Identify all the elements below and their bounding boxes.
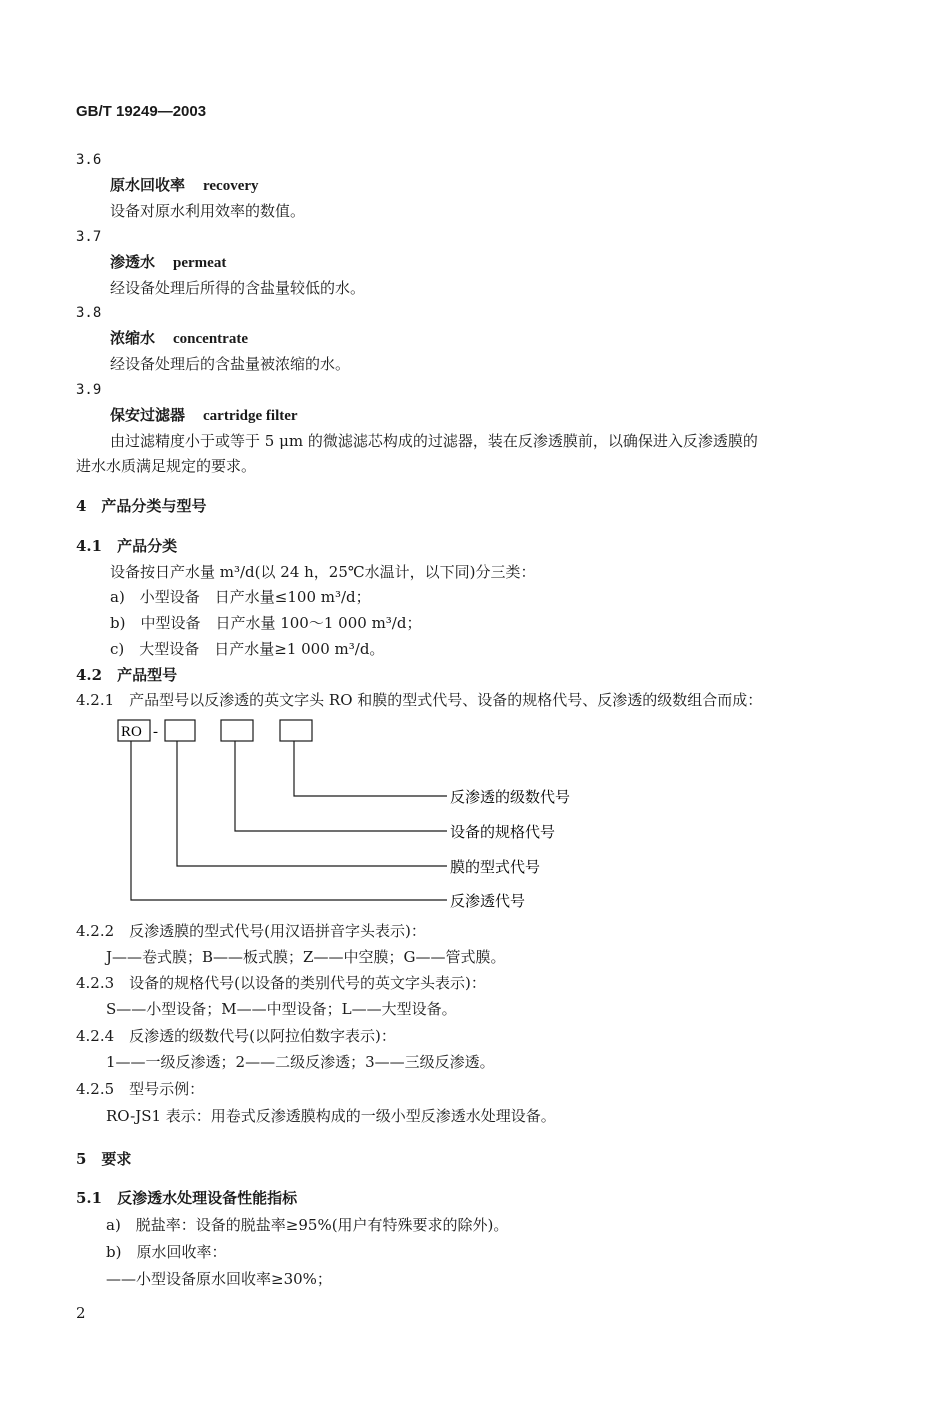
clause-body: J——卷式膜；B——板式膜；Z——中空膜；G——管式膜。: [106, 948, 506, 966]
term-cn: 浓缩水: [110, 329, 156, 347]
label-ro-code: 反渗透代号: [450, 892, 526, 910]
list-item: a) 脱盐率：设备的脱盐率≥95%(用户有特殊要求的除外)。: [106, 1216, 509, 1234]
label-spec-code: 设备的规格代号: [450, 823, 556, 841]
term-en: recovery: [203, 178, 259, 194]
subsection-heading: 5.1 反渗透水处理设备性能指标: [76, 1189, 298, 1207]
label-stage-code: 反渗透的级数代号: [450, 788, 571, 806]
term-definition-cont: 进水水质满足规定的要求。: [76, 457, 257, 475]
dash: -: [153, 724, 158, 740]
term-definition: 经设备处理后所得的含盐量较低的水。: [110, 279, 366, 297]
leader-line-3: [177, 741, 447, 866]
code-box-2: [221, 720, 253, 741]
leader-line-4: [131, 741, 447, 900]
paragraph: 设备按日产水量 m³/d(以 24 h，25℃水温计，以下同)分三类：: [110, 563, 536, 581]
clause-body: S——小型设备；M——中型设备；L——大型设备。: [106, 1000, 457, 1018]
term-cn: 渗透水: [110, 253, 156, 271]
clause-body: 1——一级反渗透；2——二级反渗透；3——三级反渗透。: [106, 1053, 495, 1071]
leader-line-1: [294, 741, 447, 796]
code-box-1: [165, 720, 195, 741]
list-item: c) 大型设备 日产水量≥1 000 m³/d。: [110, 640, 385, 658]
clause-number: 3.6: [76, 152, 102, 168]
clause-heading: 4.2.5 型号示例：: [76, 1080, 205, 1098]
term-en: permeat: [173, 255, 227, 271]
paragraph: 4.2.1 产品型号以反渗透的英文字头 RO 和膜的型式代号、设备的规格代号、反渗透的级数组合而成：: [76, 691, 763, 709]
label-membrane-code: 膜的型式代号: [450, 858, 541, 876]
subsection-heading: 4.2 产品型号: [76, 666, 178, 684]
clause-body: RO-JS1 表示：用卷式反渗透膜构成的一级小型反渗透水处理设备。: [106, 1107, 556, 1125]
clause-number: 3.7: [76, 229, 102, 245]
document-code: GB/T 19249—2003: [76, 103, 207, 120]
term-definition: 经设备处理后的含盐量被浓缩的水。: [110, 355, 351, 373]
list-item: b) 中型设备 日产水量 100～1 000 m³/d；: [110, 614, 422, 632]
section-heading: 5 要求: [76, 1150, 132, 1168]
list-item: a) 小型设备 日产水量≤100 m³/d；: [110, 588, 371, 606]
term-cn: 保安过滤器: [110, 406, 186, 424]
clause-heading: 4.2.2 反渗透膜的型式代号(用汉语拼音字头表示)：: [76, 922, 426, 940]
leader-line-2: [235, 741, 447, 831]
page-number: 2: [76, 1304, 86, 1322]
clause-number: 3.9: [76, 382, 102, 398]
term-en: concentrate: [173, 331, 248, 347]
clause-heading: 4.2.3 设备的规格代号(以设备的类别代号的英文字头表示)：: [76, 974, 486, 992]
clause-heading: 4.2.4 反渗透的级数代号(以阿拉伯数字表示)：: [76, 1027, 396, 1045]
list-item: b) 原水回收率：: [106, 1243, 227, 1261]
ro-box-label: RO: [121, 724, 142, 740]
list-item: ——小型设备原水回收率≥30%；: [106, 1270, 332, 1288]
section-heading: 4 产品分类与型号: [76, 497, 207, 515]
term-definition: 由过滤精度小于或等于 5 μm 的微滤滤芯构成的过滤器，装在反渗透膜前，以确保进入反渗透膜的: [110, 432, 758, 450]
term-cn: 原水回收率: [110, 176, 186, 194]
term-definition: 设备对原水利用效率的数值。: [110, 202, 306, 220]
subsection-heading: 4.1 产品分类: [76, 537, 178, 555]
term-en: cartridge filter: [203, 408, 298, 424]
code-box-3: [280, 720, 312, 741]
clause-number: 3.8: [76, 305, 102, 321]
